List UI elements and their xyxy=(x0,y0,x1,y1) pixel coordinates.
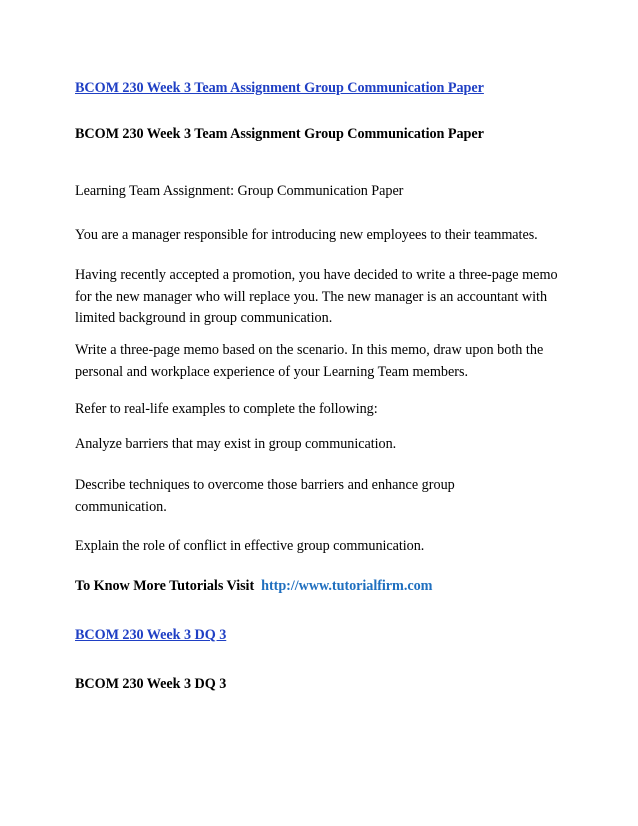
paragraph-role-of-conflict: Explain the role of conflict in effective group communication. xyxy=(75,538,425,554)
paragraph-promotion: Having recently accepted a promotion, you have decided to write a three-page memo for the new manager who will replace you. The new manager is an accountant with limited background in group communication. xyxy=(75,267,558,326)
title-group-communication-paper: BCOM 230 Week 3 Team Assignment Group Communication Paper xyxy=(75,126,484,142)
title-dq3: BCOM 230 Week 3 DQ 3 xyxy=(75,676,227,692)
tutorial-label: To Know More Tutorials Visit xyxy=(75,578,255,594)
title-link-group-communication-paper[interactable]: BCOM 230 Week 3 Team Assignment Group Communication Paper xyxy=(75,80,484,96)
title-link-dq3[interactable]: BCOM 230 Week 3 DQ 3 xyxy=(75,627,227,643)
paragraph-memo-instructions: Write a three-page memo based on the scenario. In this memo, draw upon both the personal and workplace experience of your Learning Team members. xyxy=(75,342,544,380)
paragraph-describe-techniques: Describe techniques to overcome those barriers and enhance group communication. xyxy=(75,477,455,515)
paragraph-manager-role: You are a manager responsible for introducing new employees to their teammates. xyxy=(75,227,538,243)
paragraph-assignment-title: Learning Team Assignment: Group Communication Paper xyxy=(75,183,404,199)
paragraph-analyze-barriers: Analyze barriers that may exist in group communication. xyxy=(75,436,397,452)
tutorial-line xyxy=(75,576,432,596)
tutorial-url-link[interactable]: http://www.tutorialfirm.com xyxy=(261,578,433,594)
paragraph-real-life-examples: Refer to real-life examples to complete the following: xyxy=(75,401,378,417)
